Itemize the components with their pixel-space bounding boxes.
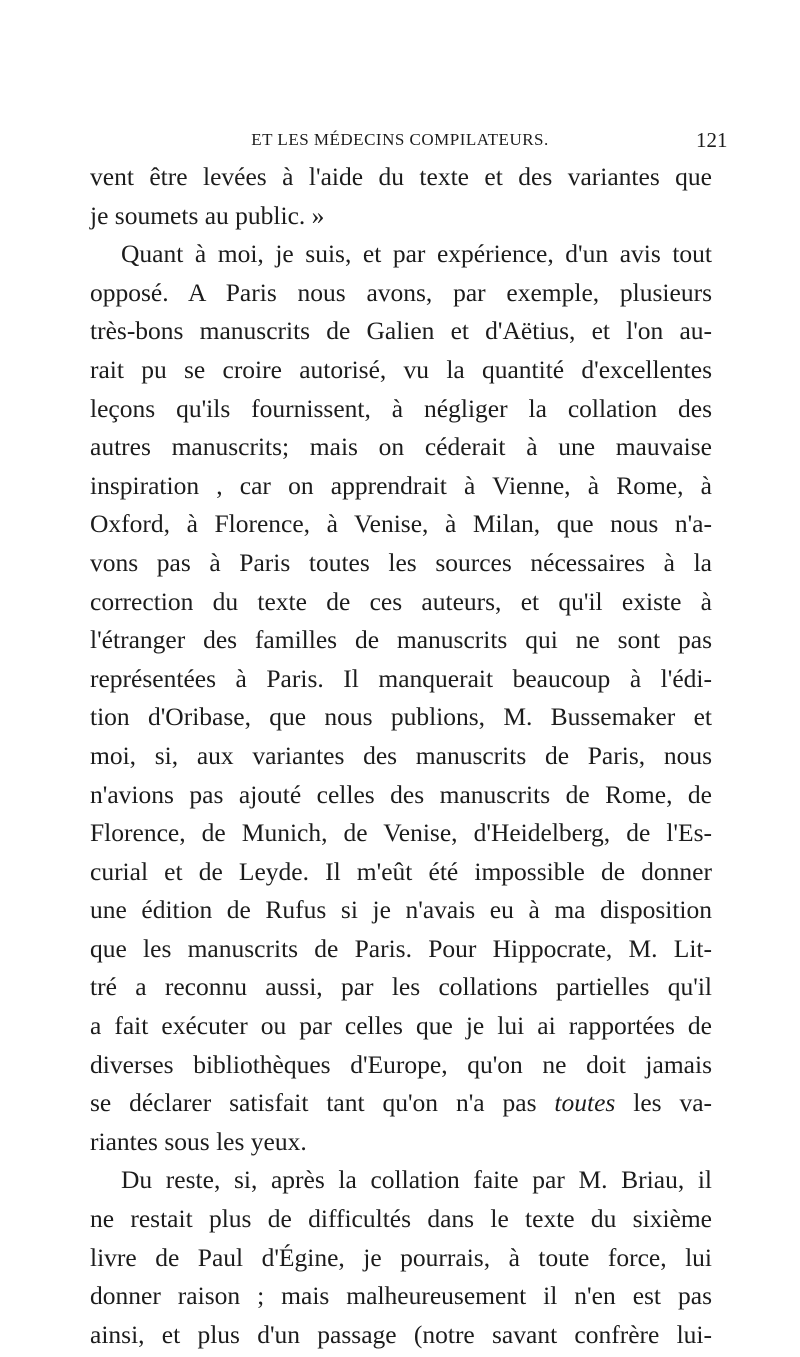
text-line: l'étranger des familles de manuscrits qui ne sont pas (90, 625, 712, 655)
text-line: que les manuscrits de Paris. Pour Hippocrate, M. Lit- (90, 933, 712, 963)
text-line-with-emphasis (90, 1084, 712, 1123)
text-line: inspiration , car on apprendrait à Vienne, à Rome, à (90, 470, 712, 500)
text-line: ainsi, et plus d'un passage (notre savant confrère lui- (90, 1319, 712, 1349)
text-line: rait pu se croire autorisé, vu la quantité d'excellentes (90, 354, 712, 384)
text-line: livre de Paul d'Égine, je pourrais, à toute force, lui (90, 1242, 712, 1272)
text-line: curial et de Leyde. Il m'eût été impossible de donner (90, 856, 712, 886)
text-line: vent être levées à l'aide du texte et des variantes que (90, 162, 712, 191)
text-line: opposé. A Paris nous avons, par exemple, plusieurs (90, 277, 712, 307)
text-line: autres manuscrits; mais on céderait à une mauvaise (90, 432, 712, 462)
text-line: moi, si, aux variantes des manuscrits de Paris, nous (90, 740, 712, 770)
page-number: 121 (696, 128, 728, 152)
text-segment: les va- (633, 1088, 713, 1118)
body-text (90, 158, 712, 1354)
paragraph-first-line: Du reste, si, après la collation faite par M. Briau, il (121, 1165, 712, 1195)
text-line: vons pas à Paris toutes les sources nécessaires à la (90, 547, 712, 577)
text-line: riantes sous les yeux. (90, 1126, 307, 1156)
text-line: leçons qu'ils fournissent, à négliger la collation des (90, 393, 712, 423)
running-head: ET LES MÉDECINS COMPILATEURS. (251, 130, 549, 149)
text-line: n'avions pas ajouté celles des manuscrits de Rome, de (90, 779, 712, 809)
text-line: tion d'Oribase, que nous publions, M. Bussemaker et (90, 702, 712, 732)
text-line: très-bons manuscrits de Galien et d'Aëtius, et l'on au- (90, 316, 712, 346)
text-line: Oxford, à Florence, à Venise, à Milan, que nous n'a- (90, 509, 712, 539)
text-line: a fait exécuter ou par celles que je lui ai rapportées de (90, 1011, 712, 1041)
text-line: diverses bibliothèques d'Europe, qu'on ne doit jamais (90, 1049, 712, 1079)
text-line: tré a reconnu aussi, par les collations partielles qu'il (90, 972, 712, 1002)
emphasized-word: toutes (554, 1088, 616, 1118)
text-segment: se déclarer satisfait tant qu'on n'a pas (90, 1088, 537, 1118)
text-line: Florence, de Munich, de Venise, d'Heidelberg, de l'Es- (90, 818, 712, 848)
text-line: représentées à Paris. Il manquerait beaucoup à l'édi- (90, 663, 712, 693)
text-line: une édition de Rufus si je n'avais eu à ma disposition (90, 895, 712, 925)
paragraph-first-line: Quant à moi, je suis, et par expérience, d'un avis tout (121, 239, 712, 269)
text-line: ne restait plus de difficultés dans le texte du sixième (90, 1204, 712, 1234)
text-line: correction du texte de ces auteurs, et qu'il existe à (90, 586, 712, 616)
text-line: je soumets au public. » (90, 200, 325, 230)
text-line: donner raison ; mais malheureusement il n'en est pas (90, 1281, 712, 1311)
